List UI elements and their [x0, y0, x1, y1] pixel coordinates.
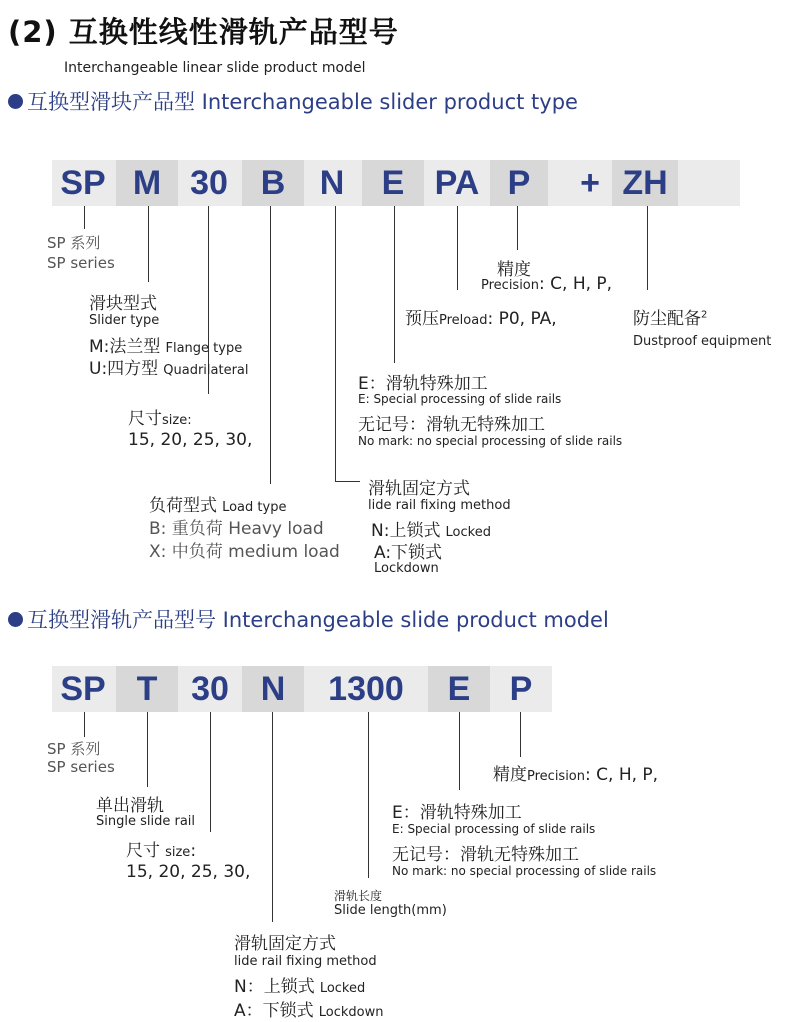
size-values: 15, 20, 25, 30,	[126, 862, 251, 882]
code-precision: P	[490, 160, 548, 206]
preload-label	[405, 304, 557, 329]
code-series: SP	[60, 669, 106, 708]
fixing-n-cn: N:上锁式	[371, 521, 441, 541]
code-dustproof: ZH	[612, 160, 678, 206]
fixing-a-option	[234, 996, 383, 1021]
fixing-method-cn: 滑轨固定方式	[234, 934, 336, 954]
special-e-cn: E：滑轨特殊加工	[358, 374, 488, 394]
slider-u-en: Quadrilateral	[163, 363, 249, 378]
code-precision: P	[509, 669, 533, 708]
slide-length-en: Slide length(mm)	[334, 903, 447, 918]
connector-line	[272, 712, 273, 922]
precision-en: Precision	[481, 278, 540, 293]
connector-line	[335, 206, 336, 482]
code-length: 1300	[328, 669, 404, 708]
size-label	[128, 404, 192, 429]
size-cn: 尺寸	[126, 841, 160, 861]
fixing-method-en: lide rail fixing method	[234, 954, 377, 969]
size-en: size	[165, 845, 191, 860]
preload-en: Preload	[439, 313, 488, 328]
code-special: E	[362, 160, 424, 206]
size-label	[126, 836, 196, 861]
fixing-method-cn: 滑轨固定方式	[368, 479, 470, 499]
code-rail-type: T	[116, 666, 178, 712]
code-preload: PA	[434, 163, 480, 202]
section2-heading	[8, 604, 609, 634]
section2-heading-text: 互换型滑轨产品型号 Interchangeable slide product model	[27, 608, 609, 632]
page-subtitle: Interchangeable linear slide product model	[64, 60, 366, 76]
preload-values: : P0, PA,	[487, 309, 557, 329]
connector-line	[647, 206, 648, 290]
connector-line	[148, 206, 149, 282]
fixing-n-en: Locked	[445, 525, 491, 540]
nomark-en: No mark: no special processing of slide rails	[358, 434, 623, 448]
special-e-en: E: Special processing of slide rails	[392, 822, 596, 836]
nomark-en: No mark: no special processing of slide rails	[392, 864, 657, 878]
slider-type-cn: 滑块型式	[89, 294, 157, 314]
code-fixing: N	[242, 666, 304, 712]
precision-values: : C, H, P,	[585, 765, 659, 785]
series-label-cn: SP 系列	[47, 740, 101, 758]
fixing-n-en: Locked	[319, 981, 366, 996]
code-slider-type: M	[116, 160, 178, 206]
dustproof-footnote: 2	[701, 309, 708, 321]
series-label-en: SP series	[47, 254, 115, 272]
connector-line	[210, 712, 211, 832]
dustproof-cn: 防尘配备	[633, 309, 701, 329]
slider-m-cn: M:法兰型	[89, 337, 161, 357]
precision-cn: 精度	[497, 260, 531, 280]
size-values: 15, 20, 25, 30,	[128, 430, 253, 450]
size-cn: 尺寸	[128, 409, 162, 429]
load-type-label	[149, 491, 286, 516]
dustproof-en: Dustproof equipment	[633, 334, 772, 349]
connector-line	[270, 206, 271, 484]
connector-line	[520, 712, 521, 757]
fixing-n-cn: N：上锁式	[234, 977, 315, 997]
size-en: size:	[162, 413, 192, 428]
connector-line	[84, 712, 85, 737]
precision-en: Precision	[527, 769, 586, 784]
code-special: E	[428, 666, 490, 712]
slider-type-en: Slider type	[89, 313, 160, 328]
connector-line	[335, 481, 360, 482]
precision-label	[481, 274, 612, 294]
series-label-cn: SP 系列	[47, 234, 101, 252]
fixing-n-option	[234, 972, 365, 997]
dustproof-label	[633, 304, 707, 329]
connector-line	[457, 206, 458, 290]
precision-label	[493, 760, 658, 785]
code-size: 30	[191, 669, 229, 708]
section1-heading-text: 互换型滑块产品型 Interchangeable slider product type	[27, 90, 578, 114]
special-e-en: E: Special processing of slide rails	[358, 392, 562, 406]
fixing-a-cn: A:下锁式	[374, 543, 443, 563]
load-x-option: X: 中负荷 medium load	[149, 542, 340, 562]
bullet-dot-icon	[8, 94, 23, 109]
code-load-type: B	[242, 160, 304, 206]
code-fixing: N	[319, 163, 345, 202]
section1-heading	[8, 86, 578, 116]
nomark-cn: 无记号：滑轨无特殊加工	[358, 415, 545, 435]
precision-cn: 精度	[493, 765, 527, 785]
precision-values: : C, H, P,	[539, 274, 613, 294]
fixing-a-en: Lockdown	[374, 561, 439, 576]
preload-cn: 预压	[405, 309, 439, 329]
single-rail-cn: 单出滑轨	[96, 796, 164, 816]
code-size: 30	[190, 163, 228, 202]
load-type-cn: 负荷型式	[149, 496, 217, 516]
slider-u-option	[89, 354, 249, 379]
slider-m-en: Flange type	[165, 341, 243, 356]
connector-line	[394, 206, 395, 363]
fixing-method-en: lide rail fixing method	[368, 498, 511, 513]
load-b-option: B: 重负荷 Heavy load	[149, 519, 324, 539]
connector-line	[459, 712, 460, 790]
series-label-en: SP series	[47, 758, 115, 776]
code-series: SP	[60, 163, 106, 202]
connector-line	[84, 206, 85, 229]
connector-line	[147, 712, 148, 787]
code-plus: +	[580, 163, 600, 202]
fixing-a-cn: A：下锁式	[234, 1001, 314, 1021]
load-type-en: Load type	[222, 500, 287, 515]
page-title: (2) 互换性线性滑轨产品型号	[8, 15, 399, 49]
fixing-a-en: Lockdown	[318, 1005, 384, 1020]
nomark-cn: 无记号：滑轨无特殊加工	[392, 845, 579, 865]
connector-line	[368, 712, 369, 878]
slide-length-cn: 滑轨长度	[334, 889, 383, 903]
bullet-dot-icon	[8, 612, 23, 627]
size-colon: :	[190, 841, 197, 861]
special-e-cn: E：滑轨特殊加工	[392, 803, 522, 823]
single-rail-en: Single slide rail	[96, 814, 196, 829]
connector-line	[517, 206, 518, 250]
slider-u-cn: U:四方型	[89, 359, 159, 379]
